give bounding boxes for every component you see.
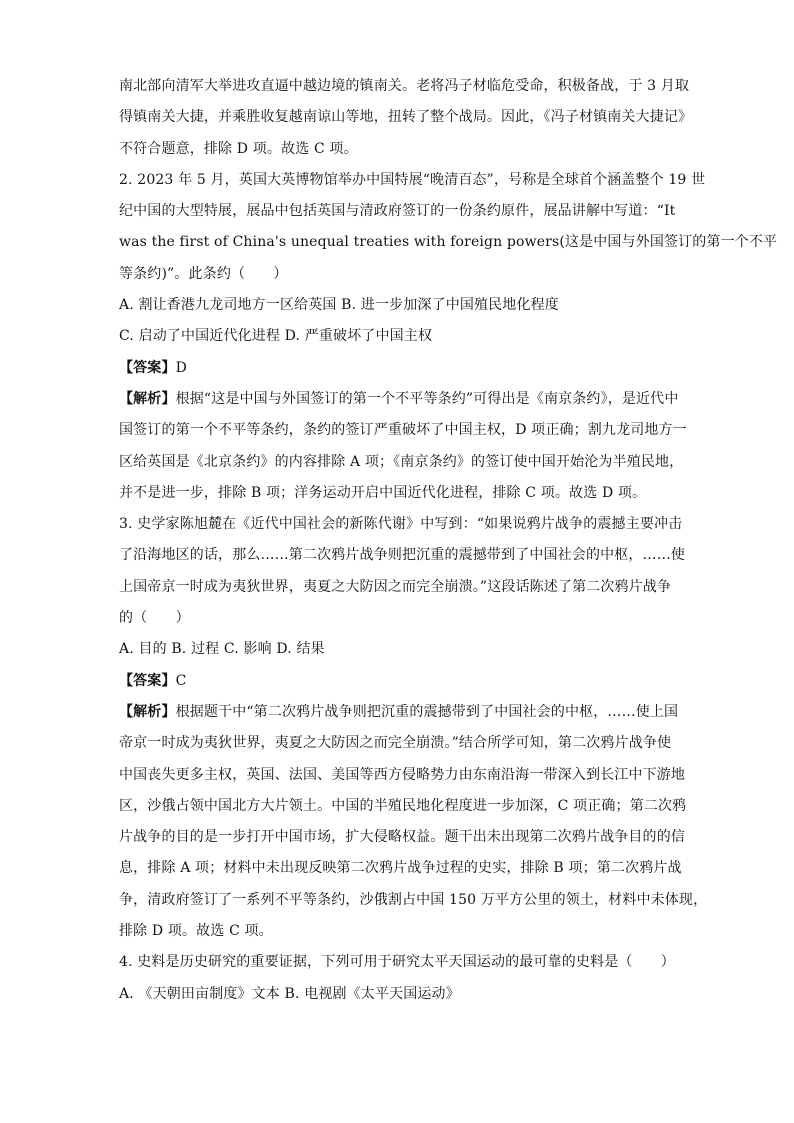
question-3 [119, 509, 708, 947]
question-2 [119, 165, 778, 509]
analysis-line: 息，排除 A 项；材料中未出现反映第二次鸦片战争过程的史实，排除 B 项；第二次鸦片战 [119, 860, 682, 877]
analysis-line: 区给英国是《北京条约》的内容排除 A 项；《南京条约》的签订使中国开始沦为半殖民地， [119, 453, 684, 470]
text-line: 得镇南关大捷，并乘胜收复越南谅山等地，扭转了整个战局。因此，《冯子材镇南关大捷记》 [119, 109, 693, 126]
analysis-text: 根据“这是中国与外国签订的第一个不平等条约”可得出是《南京条约》，是近代中 [175, 390, 679, 407]
question-stem-line: 等条约)”。此条约（ ） [119, 265, 288, 282]
analysis-text: 根据题干中“第二次鸦片战争则把沉重的震撼带到了中国社会的中枢，……使上国 [175, 703, 679, 720]
answer-label: 【答案】 [119, 672, 176, 689]
analysis-line: 片战争的目的是一步打开中国市场，扩大侵略权益。题干出未出现第二次鸦片战争目的的信 [119, 829, 685, 846]
q1-analysis-tail [119, 71, 693, 165]
analysis-line: 国签订的第一个不平等条约，条约的签订严重破坏了中国主权，D 项正确；割九龙司地方一 [119, 422, 687, 439]
question-options-line: C. 启动了中国近代化进程 D. 严重破坏了中国主权 [119, 328, 433, 345]
analysis-line: 中国丧失更多主权，英国、法国、美国等西方侵略势力由东南沿海一带深入到长江中下游地 [119, 766, 685, 783]
answer-value: D [175, 359, 187, 376]
answer-label: 【答案】 [119, 359, 176, 376]
question-stem-line: was the first of China's unequal treaties with foreign powers(这是中国与外国签订的第一个不平 [119, 234, 778, 251]
analysis-line: 区，沙俄占领中国北方大片领土。中国的半殖民地化程度进一步加深，C 项正确；第二次鸦 [119, 797, 687, 814]
analysis-line: 排除 D 项。故选 C 项。 [119, 923, 273, 940]
question-stem-line: 了沿海地区的话，那么……第二次鸦片战争则把沉重的震撼带到了中国社会的中枢，……使 [119, 547, 685, 564]
question-stem-line: 3. 史学家陈旭麓在《近代中国社会的新陈代谢》中写到：“如果说鸦片战争的震撼主要冲击 [119, 516, 683, 533]
analysis-label: 【解析】 [119, 703, 176, 720]
analysis-label: 【解析】 [119, 390, 176, 407]
analysis-line: 争，清政府签订了一系列不平等条约，沙俄割占中国 150 万平方公里的领土，材料中未体现， [119, 891, 708, 908]
question-4 [119, 947, 677, 1010]
analysis-line: 并不是进一步，排除 B 项；洋务运动开启中国近代化进程，排除 C 项。故选 D 项。 [119, 484, 647, 501]
analysis-line: 帝京一时成为夷狄世界，夷夏之大防因之而完全崩溃。”结合所学可知，第二次鸦片战争使 [119, 735, 672, 752]
text-line: 不符合题意，排除 D 项。故选 C 项。 [119, 140, 358, 157]
question-options-line: A. 《天朝田亩制度》文本 B. 电视剧《太平天国运动》 [119, 985, 460, 1002]
question-options-line: A. 割让香港九龙司地方一区给英国 B. 进一步加深了中国殖民地化程度 [119, 297, 559, 314]
question-stem-line: 的（ ） [119, 610, 190, 627]
answer-line [119, 353, 677, 384]
question-stem-line: 上国帝京一时成为夷狄世界，夷夏之大防因之而完全崩溃。”这段话陈述了第二次鸦片战争 [119, 578, 672, 595]
page-content [119, 71, 778, 1010]
analysis-line [119, 697, 677, 728]
question-options-line: A. 目的 B. 过程 C. 影响 D. 结果 [119, 641, 325, 658]
answer-value: C [175, 672, 187, 689]
text-line: 南北部向清军大举进攻直逼中越边境的镇南关。老将冯子材临危受命，积极备战，于 3 月取 [119, 78, 690, 94]
question-stem-line: 2. 2023 年 5 月，英国大英博物馆举办中国特展“晚清百态”，号称是全球首个涵盖整个 19 世 [119, 171, 706, 188]
question-stem-line: 纪中国的大型特展，展品中包括英国与清政府签订的一份条约原件，展品讲解中写道：“It [119, 203, 676, 220]
answer-line [119, 666, 677, 697]
question-stem-line: 4. 史料是历史研究的重要证据，下列可用于研究太平天国运动的最可靠的史料是（ ） [119, 954, 675, 971]
analysis-line [119, 384, 677, 415]
